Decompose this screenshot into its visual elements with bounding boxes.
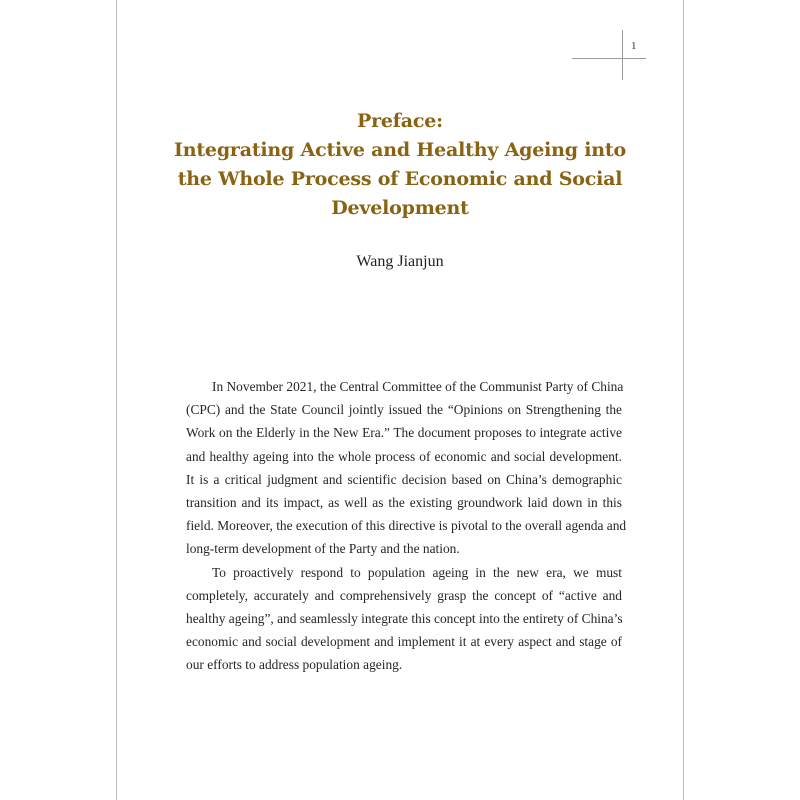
crop-mark-horizontal	[572, 58, 646, 59]
text-line: transition and its impact, as well as the existing groundwork laid down in this	[186, 495, 622, 511]
text-line: our efforts to address population ageing.	[186, 657, 403, 673]
text-line: To proactively respond to population ageing in the new era, we must	[212, 564, 622, 580]
crop-mark-vertical	[622, 30, 623, 80]
chapter-title	[160, 107, 640, 223]
page-number: 1	[631, 40, 637, 52]
text-line: healthy ageing”, and seamlessly integrate this concept into the entirety of China’s	[186, 611, 623, 627]
body-text	[186, 375, 627, 677]
paragraph-1	[186, 375, 627, 561]
text-line: completely, accurately and comprehensively grasp the concept of “active and	[186, 587, 622, 603]
text-line: field. Moreover, the execution of this directive is pivotal to the overall agenda and	[186, 518, 627, 534]
title-line: the Whole Process of Economic and Social	[177, 168, 623, 190]
paragraph-2	[186, 561, 622, 677]
title-line: Preface:	[357, 110, 443, 132]
text-line: Work on the Elderly in the New Era.” The document proposes to integrate active	[186, 425, 622, 441]
text-line: It is a critical judgment and scientific decision based on China’s demographic	[186, 471, 622, 487]
author-name: Wang Jianjun	[356, 253, 444, 270]
text-line: economic and social development and implement it at every aspect and stage of	[186, 634, 622, 650]
text-line: and healthy ageing into the whole process of economic and social development.	[186, 448, 622, 464]
text-line: In November 2021, the Central Committee of the Communist Party of China	[212, 379, 624, 394]
text-line: (CPC) and the State Council jointly issued the “Opinions on Strengthening the	[186, 402, 622, 418]
text-line: long-term development of the Party and the nation.	[186, 541, 460, 557]
title-line: Development	[331, 197, 469, 219]
title-line: Integrating Active and Healthy Ageing into	[174, 139, 626, 161]
